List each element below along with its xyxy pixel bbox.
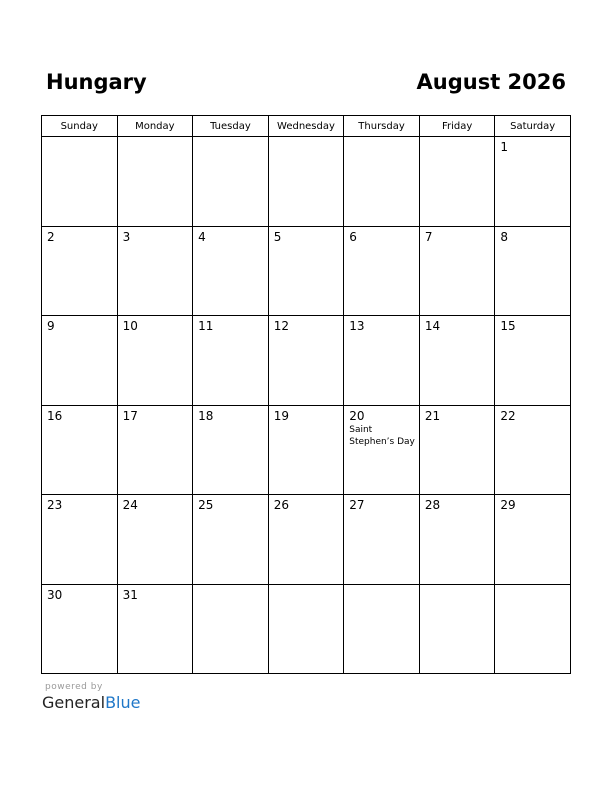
day-cell [495, 137, 571, 227]
country-title: Hungary [46, 70, 147, 94]
day-cell [117, 495, 193, 585]
day-cell [268, 137, 344, 227]
weekday-saturday: Saturday [495, 116, 571, 137]
day-cell [193, 316, 269, 406]
day-number [269, 137, 344, 140]
day-cell [42, 137, 118, 227]
day-cell [193, 584, 269, 674]
day-number: 31 [122, 587, 138, 602]
day-number [193, 585, 268, 588]
day-number: 24 [122, 498, 138, 512]
week-row [42, 495, 571, 585]
day-number [420, 585, 495, 588]
weekday-wednesday: Wednesday [268, 116, 344, 137]
day-cell [268, 584, 344, 674]
day-cell [268, 495, 344, 585]
day-number: 17 [122, 408, 138, 423]
day-cell [117, 137, 193, 227]
holiday-label: Saint Stephen’s Day [349, 424, 415, 447]
day-cell [419, 226, 495, 316]
day-number: 19 [273, 408, 289, 423]
month-title: August 2026 [416, 70, 566, 94]
day-number: 9 [47, 319, 55, 333]
day-cell [42, 405, 118, 495]
day-number [193, 137, 268, 140]
day-cell [344, 137, 420, 227]
day-cell [193, 137, 269, 227]
week-row [42, 226, 571, 316]
day-cell [419, 584, 495, 674]
day-cell [193, 226, 269, 316]
day-cell [117, 405, 193, 495]
day-number: 20 [349, 408, 365, 423]
day-cell [268, 405, 344, 495]
day-cell [117, 226, 193, 316]
day-cell [495, 405, 571, 495]
day-cell [495, 316, 571, 406]
day-cell [495, 584, 571, 674]
day-cell [419, 316, 495, 406]
day-cell [419, 495, 495, 585]
day-cell [419, 137, 495, 227]
week-row [42, 137, 571, 227]
logo-blue-text: Blue [105, 693, 141, 712]
day-number: 28 [424, 498, 441, 512]
day-number: 1 [500, 140, 509, 154]
day-cell [42, 584, 118, 674]
day-cell [495, 226, 571, 316]
day-number: 22 [500, 408, 516, 423]
day-number: 18 [198, 408, 214, 423]
day-number [495, 585, 570, 588]
weekday-friday: Friday [419, 116, 495, 137]
day-cell [117, 584, 193, 674]
day-number: 7 [424, 229, 433, 244]
day-cell [42, 495, 118, 585]
day-number: 6 [349, 229, 357, 244]
weekday-sunday: Sunday [42, 116, 118, 137]
logo-general-text: General [42, 693, 106, 712]
day-number: 11 [198, 319, 214, 333]
day-number: 30 [47, 587, 63, 602]
day-number: 10 [122, 319, 138, 333]
day-number: 29 [500, 498, 516, 512]
week-row [42, 405, 571, 495]
day-number: 15 [500, 319, 516, 333]
day-number [420, 137, 495, 140]
day-cell [344, 226, 420, 316]
day-number: 5 [273, 229, 282, 244]
weekday-tuesday: Tuesday [193, 116, 269, 137]
day-number: 4 [198, 229, 206, 244]
day-cell [193, 495, 269, 585]
day-number: 27 [349, 498, 365, 512]
day-number: 14 [424, 319, 441, 333]
day-cell [268, 226, 344, 316]
day-cell [419, 405, 495, 495]
day-cell [344, 495, 420, 585]
day-cell [42, 226, 118, 316]
day-cell [42, 316, 118, 406]
day-number: 8 [500, 229, 509, 244]
week-row [42, 584, 571, 674]
day-number [42, 137, 117, 140]
day-number: 12 [273, 319, 289, 333]
day-number: 16 [47, 408, 63, 423]
day-number: 3 [122, 229, 131, 244]
weekday-thursday: Thursday [344, 116, 420, 137]
day-cell [193, 405, 269, 495]
powered-by-label: powered by [45, 682, 103, 692]
day-cell [344, 405, 420, 495]
weekday-header-row [42, 116, 571, 137]
day-number: 2 [47, 229, 55, 244]
day-number: 23 [47, 498, 63, 512]
day-cell [344, 316, 420, 406]
calendar-grid [41, 115, 571, 674]
day-number: 13 [349, 319, 365, 333]
week-row [42, 316, 571, 406]
day-cell [117, 316, 193, 406]
day-number [118, 137, 193, 140]
calendar-body [42, 137, 571, 674]
day-number [344, 585, 419, 588]
day-cell [268, 316, 344, 406]
day-number [269, 585, 344, 588]
day-cell [495, 495, 571, 585]
day-number [344, 137, 419, 140]
generalblue-logo [42, 693, 140, 712]
day-number: 26 [273, 498, 289, 512]
weekday-monday: Monday [117, 116, 193, 137]
day-cell [344, 584, 420, 674]
day-number: 21 [424, 408, 441, 423]
day-number: 25 [198, 498, 214, 512]
